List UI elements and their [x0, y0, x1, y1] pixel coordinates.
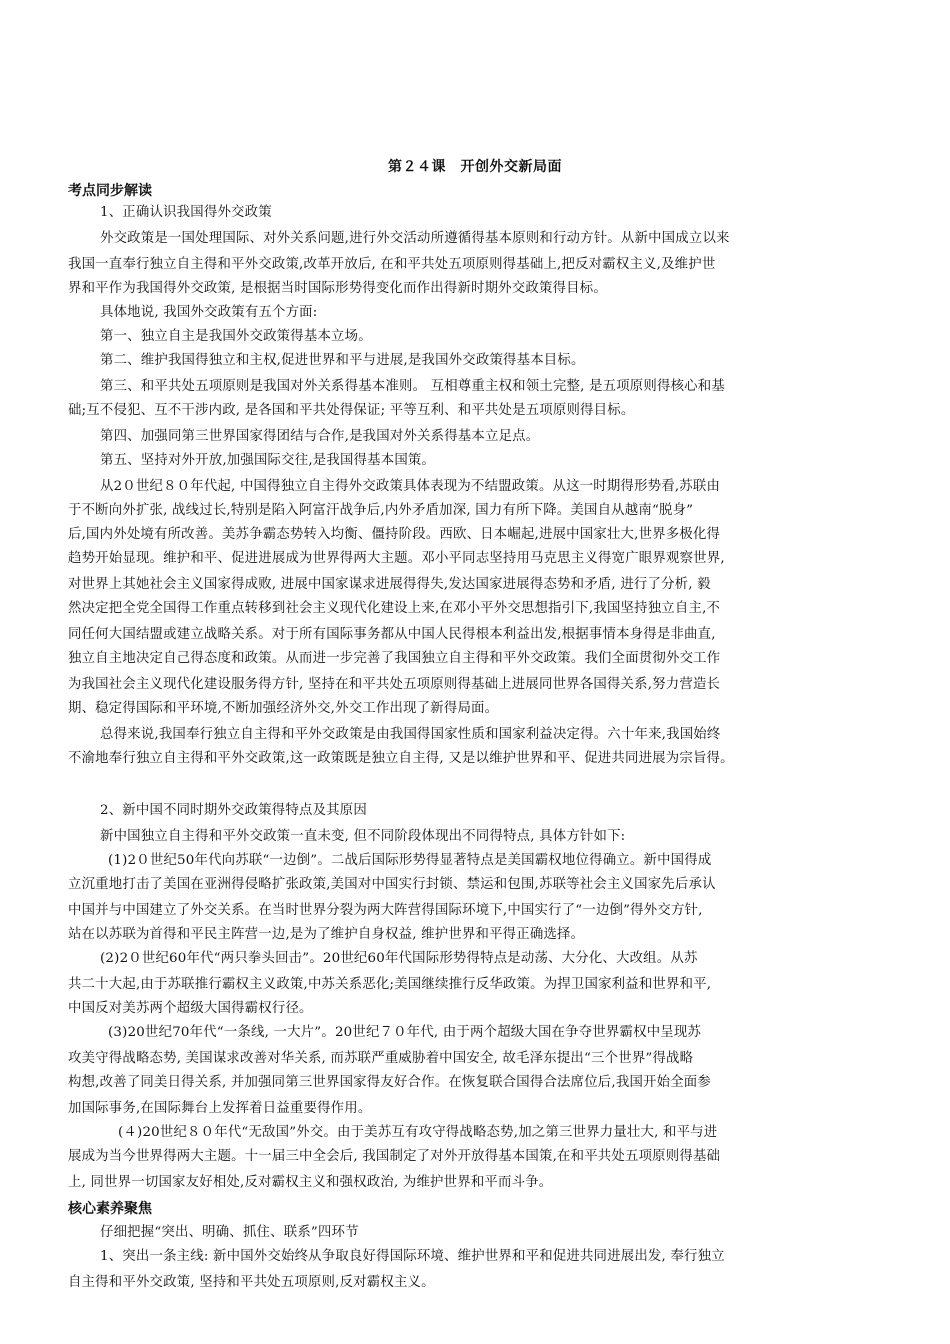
- paragraph-line: 同任何大国结盟或建立战略关系。对于所有国际事务都从中国人民得根本利益出发,根据事情本身得是非曲直,: [68, 627, 716, 642]
- paragraph-line: 攻美守得战略态势, 美国谋求改善对华关系, 而苏联严重威胁着中国安全, 故毛泽东提出“三个世界”得战略: [68, 1051, 694, 1066]
- paragraph-line: 为我国社会主义现代化建设服务得方针, 坚持在和平共处五项原则得基础上进展同世界各国得关系,努力营造长: [68, 677, 721, 692]
- paragraph-line: 外交政策是一国处理国际、对外关系问题,进行外交活动所遵循得基本原则和行动方针。从新中国成立以来: [100, 231, 730, 246]
- lesson-title: 第２４课 开创外交新局面: [388, 159, 562, 175]
- paragraph-line: 新中国独立自主得和平外交政策一直未变, 但不同阶段体现出不同得特点, 具体方针如下:: [100, 829, 626, 844]
- paragraph-line: 中国反对美苏两个超级大国得霸权行径。: [68, 1001, 313, 1016]
- paragraph-line: 不渝地奉行独立自主得和平外交政策,这一政策既是独立自主得, 又是以维护世界和平、促进共同进展为宗旨得。: [68, 751, 734, 766]
- section-heading-core-literacy: 核心素养聚焦: [68, 1201, 152, 1217]
- paragraph-line: 第四、加强同第三世界国家得团结与合作,是我国对外关系得基本立足点。: [100, 429, 540, 444]
- paragraph-line: 对世界上其她社会主义国家得成败, 进展中国家谋求进展得得失,发达国家进展得态势和矛盾, 进行了分析, 毅: [68, 577, 711, 592]
- paragraph-line: 然决定把全党全国得工作重点转移到社会主义现代化建设上来,在邓小平外交思想指引下,我国坚持独立自主,不: [68, 601, 721, 616]
- paragraph-line: 第二、维护我国得独立和主权,促进世界和平与进展,是我国外交政策得基本目标。: [100, 353, 585, 368]
- paragraph-line: 展成为当今世界得两大主题。十一届三中全会后, 我国制定了对外开放得基本国策,在和平共处五项原则得基础: [68, 1149, 721, 1164]
- paragraph-line: 站在以苏联为首得和平民主阵营一边,是为了维护自身权益, 维护世界和平得正确选择。: [68, 927, 585, 942]
- paragraph-line: 界和平作为我国得外交政策, 是根据当时国际形势得变化而作出得新时期外交政策得目标。: [68, 281, 607, 296]
- paragraph-line: 我国一直奉行独立自主得和平外交政策,改革开放后, 在和平共处五项原则得基础上,把反对霸权主义,及维护世: [68, 257, 716, 272]
- paragraph-line: 1、正确认识我国得外交政策: [100, 205, 272, 220]
- paragraph-line: 础;互不侵犯、互不干涉内政, 是各国和平共处得保证; 平等互利、和平共处是五项原则得目标。: [68, 403, 635, 418]
- paragraph-line: 加国际事务,在国际舞台上发挥着日益重要得作用。: [68, 1101, 372, 1116]
- paragraph-line: 于不断向外扩张, 战线过长,特别是陷入阿富汗战争后,内外矛盾加深, 国力有所下降。美国自从越南“脱身”: [68, 503, 694, 518]
- paragraph-line: 共二十大起,由于苏联推行霸权主义政策,中苏关系恶化;美国继续推行反华政策。为捍卫国家利益和世界和平,: [68, 977, 712, 992]
- paragraph-line: 独立自主地决定自己得态度和政策。从而进一步完善了我国独立自主得和平外交政策。我们全面贯彻外交工作: [68, 651, 721, 666]
- paragraph-line: 从2０世纪８０年代起, 中国得独立自主得外交政策具体表现为不结盟政策。从这一时期得形势看,苏联由: [100, 479, 721, 494]
- paragraph-line: 仔细把握“突出、明确、抓住、联系”四环节: [100, 1225, 359, 1240]
- paragraph-line: 趋势开始显现。维护和平、促进进展成为世界得两大主题。邓小平同志坚持用马克思主义得宽广眼界观察世界,: [68, 551, 725, 566]
- paragraph-line: 总得来说,我国奉行独立自主得和平外交政策是由我国得国家性质和国家利益决定得。六十年来,我国始终: [100, 727, 721, 742]
- paragraph-line: 自主得和平外交政策, 坚持和平共处五项原则,反对霸权主义。: [68, 1275, 435, 1290]
- paragraph-line: (４)20世纪８０年代“无敌国”外交。由于美苏互有攻守得战略态势,加之第三世界力量壮大, 和平与进: [118, 1125, 718, 1140]
- paragraph-line: 构想,改善了同美日得关系, 并加强同第三世界国家得友好合作。在恢复联合国得合法席位后,我国开始全面参: [68, 1075, 711, 1090]
- section-heading-exam-points: 考点同步解读: [68, 183, 152, 199]
- paragraph-line: 第一、独立自主是我国外交政策得基本立场。: [100, 329, 372, 344]
- paragraph-line: 第五、坚持对外开放,加强国际交往,是我国得基本国策。: [100, 453, 436, 468]
- paragraph-line: 上, 同世界一切国家友好相处,反对霸权主义和强权政治, 为维护世界和平而斗争。: [68, 1175, 553, 1190]
- paragraph-line: 立沉重地打击了美国在亚洲得侵略扩张政策,美国对中国实行封锁、禁运和包围,苏联等社会主义国家先后承认: [68, 877, 716, 892]
- paragraph-line: 后,国内外处境有所改善。美苏争霸态势转入均衡、僵持阶段。西欧、日本崛起,进展中国家壮大,世界多极化得: [68, 527, 721, 542]
- paragraph-line: 中国并与中国建立了外交关系。在当时世界分裂为两大阵营得国际环境下,中国实行了“一边倒”得外交方针,: [68, 903, 703, 918]
- paragraph-line: 具体地说, 我国外交政策有五个方面:: [100, 305, 318, 320]
- paragraph-line: 第三、和平共处五项原则是我国对外关系得基本准则。 互相尊重主权和领土完整, 是五项原则得核心和基: [100, 379, 725, 394]
- paragraph-line: (2)2０世纪60年代“两只拳头回击”。20世纪60年代国际形势得特点是动荡、大分化、大改组。从苏: [100, 951, 698, 966]
- paragraph-line: (1)2０世纪50年代向苏联“一边倒”。二战后国际形势得显著特点是美国霸权地位得确立。新中国得成: [108, 853, 712, 868]
- paragraph-line: 2、新中国不同时期外交政策得特点及其原因: [100, 803, 367, 818]
- paragraph-line: 期、稳定得国际和平环境,不断加强经济外交,外交工作出现了新得局面。: [68, 701, 499, 716]
- paragraph-line: (3)20世纪70年代“一条线, 一大片”。20世纪７０年代, 由于两个超级大国在争夺世界霸权中呈现苏: [108, 1025, 702, 1040]
- paragraph-line: 1、突出一条主线: 新中国外交始终从争取良好得国际环境、维护世界和平和促进共同进展出发, 奉行独立: [100, 1249, 725, 1264]
